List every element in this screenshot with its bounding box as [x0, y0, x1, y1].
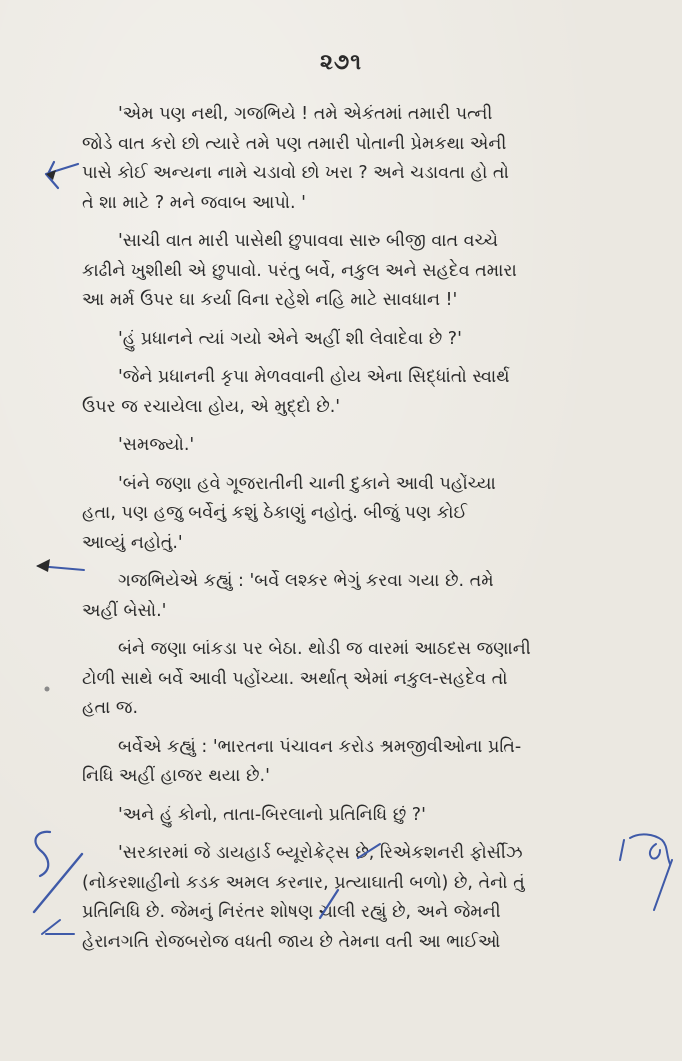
paragraph-gap: [82, 218, 630, 227]
paragraph-gap: [82, 830, 630, 839]
text-line-p11-l3: પ્રતિનિધિ છે. જેમનું નિરંતર શોષણ ચાલી રહ્યું છે, અને જેમની: [82, 902, 501, 922]
text-line-p7-l1: ગજભિયેએ કહ્યું : 'બર્વે લશ્કર ભેગું કરવા ગયા છે. તમે: [118, 571, 494, 591]
text-line-p11-l1: 'સરકારમાં જે ડાયહાર્ડ બ્યૂરોક્રેટ્સ છે, રિએકશનરી ફોર્સીઝ: [118, 843, 523, 863]
text-line-p1-l4: તે શા માટે ? મને જવાબ આપો. ': [82, 192, 306, 213]
text-line-p6-l1: 'બંને જણા હવે ગૂજરાતીની ચાની દુકાને આવી પહોંચ્યા: [118, 473, 496, 494]
paragraph-gap: [82, 354, 630, 363]
paragraph-gap: [82, 626, 630, 635]
text-line-p9-l2: નિધિ અહીં હાજર થયા છે.': [82, 766, 270, 786]
paragraph-gap: [82, 724, 630, 733]
handwritten-bracket-mark: [38, 916, 78, 938]
text-line-p2-l3: આ મર્મ ઉપર ઘા કર્યા વિના રહેશે નહિ માટે સાવધાન !': [82, 290, 458, 310]
paragraph-gap: [82, 792, 630, 801]
text-line-p2-l2: કાઢીને ખુશીથી એ છુપાવો. પરંતુ બર્વે, નકુલ અને સહદેવ તમારા: [82, 260, 517, 281]
handwritten-s-mark: [20, 822, 90, 914]
text-line-p6-l3: આવ્યું નહોતું.': [82, 532, 183, 553]
text-line-p8-l1: બંને જણા બાંકડા પર બેઠા. થોડી જ વારમાં આઠદસ જણાની: [118, 639, 531, 659]
page-number: ૨૭૧: [320, 50, 362, 75]
paragraph-gap: [82, 558, 630, 567]
paragraph-gap: [82, 461, 630, 470]
text-line-p7-l2: અહીં બેસો.': [82, 600, 167, 621]
page-body-text: [82, 100, 630, 957]
text-line-p6-l2: હતા, પણ હજુ બર્વેનું કશું ઠેકાણું નહોતું. બીજું પણ કોઈ: [82, 503, 467, 523]
left-margin-bullet-dot: [42, 684, 52, 694]
text-line-p5-l1: 'સમજ્યો.': [118, 435, 195, 455]
paragraph-gap: [82, 422, 630, 431]
text-line-p4-l2: ઉપર જ રચાયેલા હોય, એ મુદ્દો છે.': [82, 396, 341, 417]
text-line-p8-l3: હતા જ.: [82, 698, 139, 718]
text-line-p1-l1: 'એમ પણ નથી, ગજભિયે ! તમે એકંતમાં તમારી પત્ની: [118, 104, 493, 124]
text-line-p10-l1: 'અને હું કોનો, તાતા-બિરલાનો પ્રતિનિધિ છું ?': [118, 804, 426, 825]
text-line-p11-l2: (નોકરશાહીનો કડક અમલ કરનાર, પ્રત્યાઘાતી બળો) છે, તેનો તું: [82, 872, 525, 893]
text-line-p11-l4: હેરાનગતિ રોજબરોજ વધતી જાય છે તેમના વતી આ ભાઈઓ: [82, 931, 501, 952]
text-line-p9-l1: બર્વેએ કહ્યું : 'ભારતના પંચાવન કરોડ શ્રમજીવીઓના પ્રતિ-: [118, 736, 522, 757]
text-line-p8-l2: ટોળી સાથે બર્વે આવી પહોંચ્યા. અર્થાત્ એમાં નકુલ-સહદેવ તો: [82, 668, 508, 689]
text-line-p4-l1: 'જેને પ્રધાનની કૃપા મેળવવાની હોય એના સિદ્ધાંતો સ્વાર્થ: [118, 367, 510, 387]
text-line-p1-l2: જોડે વાત કરો છો ત્યારે તમે પણ તમારી પોતાની પ્રેમકથા એની: [82, 133, 507, 154]
paragraph-gap: [82, 316, 630, 325]
text-line-p3-l1: 'હું પ્રધાનને ત્યાં ગયો એને અહીં શી લેવાદેવા છે ?': [118, 328, 462, 349]
text-line-p2-l1: 'સાચી વાત મારી પાસેથી છુપાવવા સારુ બીજી વાત વચ્ચે: [118, 231, 498, 251]
text-line-p1-l3: પાસે કોઈ અન્યના નામે ચડાવો છો ખરા ? અને ચડાવતા હો તો: [82, 163, 509, 183]
